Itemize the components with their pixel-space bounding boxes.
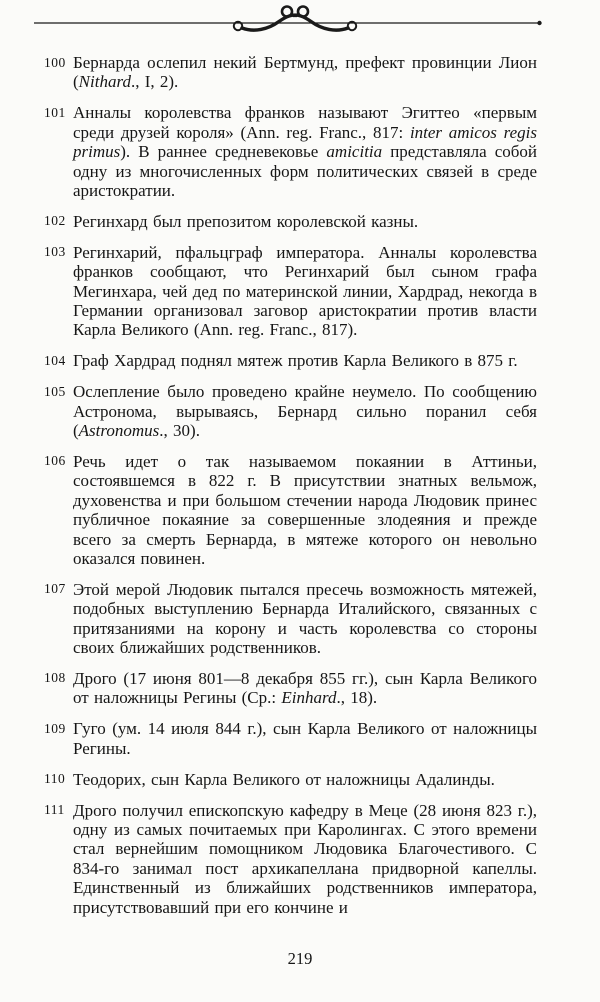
endnote-text: Анналы королевства франков называют Эгиттео «первым среди друзей короля» (Ann. reg. Franc., 817: inter amicos regis primus). В раннее средневековье amicitia представляла собой одну из многочисленных форм политических связей в среде аристократии. xyxy=(73,103,537,200)
endnote-number: 105 xyxy=(44,383,66,399)
endnote xyxy=(44,769,537,789)
endnote-text: Ослепление было проведено крайне неумело. По сообщению Астронома, вырываясь, Бернард сильно поранил себя (Astronomus., 30). xyxy=(73,382,537,440)
endnote-text: Дрого (17 июня 801—8 декабря 855 гг.), сын Карла Великого от наложницы Регины (Ср.: Einhard., 18). xyxy=(73,668,537,708)
endnote-number: 102 xyxy=(44,213,66,229)
endnote-number: 104 xyxy=(44,352,66,368)
endnote-number: 110 xyxy=(44,771,66,787)
endnote xyxy=(44,579,537,658)
endnote xyxy=(44,53,537,92)
page-number: 219 xyxy=(287,949,313,968)
endnote-number: 111 xyxy=(44,802,65,817)
endnote xyxy=(44,668,537,708)
endnote xyxy=(44,351,537,371)
endnote-number: 109 xyxy=(44,720,66,736)
endnote xyxy=(44,800,537,917)
endnote-number: 101 xyxy=(44,104,66,120)
endnote-text: Этой мерой Людовик пытался пресечь возможность мятежей, подобных выступлению Бернарда Италийского, связанных с притязаниями на корону и часть королевства со стороны своих ближайших родственников. xyxy=(73,579,537,658)
endnote xyxy=(44,242,537,340)
endnote-text: Речь идет о так называемом покаянии в Аттиньи, состоявшемся в 822 г. В присутствии знатных вельмож, духовенства и при большом стечении народа Людовик принес публичное покаяние за совершенные злодеяния и прежде всего за смерть Бернарда, в мятеже которого он невольно оказался повинен. xyxy=(73,451,537,568)
endnote xyxy=(44,382,537,440)
endnote-text: Граф Хардрад поднял мятеж против Карла Великого в 875 г. xyxy=(73,351,518,371)
endnote-text: Бернарда ослепил некий Бертмунд, префект провинции Лион (Nithard., I, 2). xyxy=(73,53,537,92)
endnote-number: 103 xyxy=(44,244,66,260)
ornament-divider-icon xyxy=(0,0,600,46)
endnote xyxy=(44,451,537,568)
endnote-number: 100 xyxy=(44,54,66,70)
endnote-text: Гуго (ум. 14 июля 844 г.), сын Карла Великого от наложницы Регины. xyxy=(73,719,537,758)
endnotes-list xyxy=(44,53,537,917)
endnote xyxy=(44,103,537,200)
endnote-text: Регинхард был препозитом королевской казны. xyxy=(73,211,419,231)
endnote-number: 108 xyxy=(44,670,66,686)
endnote-text: Дрого получил епископскую кафедру в Меце (28 июня 823 г.), одну из самых почитаемых при Каролингах. С этого времени стал вернейшим помощником Людовика Благочестивого. С 834-го занимал пост архикапеллана придворной капеллы. Единственный из ближайших родственников императора, присутствовавший при его кончине и xyxy=(73,800,537,917)
endnote-text: Регинхарий, пфальцграф императора. Анналы королевства франков сообщают, что Регинхарий был сыном графа Мегинхара, чей дед по материнской линии, Хардрад, некогда в Германии организовал заговор аристократии против власти Карла Великого (Ann. reg. Franc., 817). xyxy=(73,242,537,340)
endnote xyxy=(44,211,537,231)
endnote-number: 107 xyxy=(44,581,66,597)
endnote-number: 106 xyxy=(44,453,66,469)
endnote xyxy=(44,719,537,758)
endnote-text: Теодорих, сын Карла Великого от наложницы Адалинды. xyxy=(73,769,495,789)
